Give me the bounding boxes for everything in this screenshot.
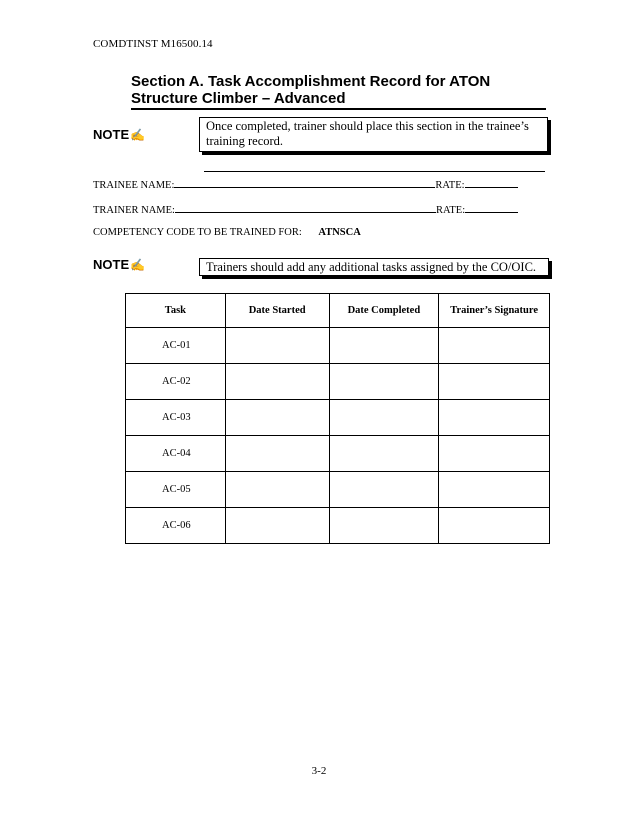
- table-row: [126, 328, 550, 364]
- table-row: [126, 508, 550, 544]
- table-row: [126, 364, 550, 400]
- date-started-cell[interactable]: [225, 472, 329, 508]
- date-started-cell[interactable]: [225, 436, 329, 472]
- table-row: [126, 400, 550, 436]
- table-header-row: [126, 294, 550, 328]
- note-label: [93, 257, 145, 272]
- trainer-signature-cell[interactable]: [439, 400, 550, 436]
- trainee-rate-blank[interactable]: [465, 178, 518, 188]
- column-header-date-started: Date Started: [225, 294, 329, 328]
- task-accomplishment-table: [125, 293, 550, 544]
- trainer-name-field: [93, 203, 518, 216]
- task-id-cell: AC-01: [126, 328, 226, 364]
- trainer-name-label: TRAINER NAME:: [93, 205, 175, 216]
- trainer-name-blank[interactable]: [175, 203, 436, 213]
- date-started-cell[interactable]: [225, 328, 329, 364]
- trainer-signature-cell[interactable]: [439, 508, 550, 544]
- writing-hand-icon: ✍: [130, 127, 146, 142]
- trainer-signature-cell[interactable]: [439, 364, 550, 400]
- trainee-name-blank[interactable]: [174, 178, 435, 188]
- trainer-signature-cell[interactable]: [439, 328, 550, 364]
- section-title-line-2: Structure Climber – Advanced: [131, 90, 346, 107]
- date-completed-cell[interactable]: [329, 508, 439, 544]
- column-header-date-completed: Date Completed: [329, 294, 439, 328]
- note-box-additional-tasks: Trainers should add any additional tasks assigned by the CO/OIC.: [199, 258, 549, 276]
- table-row: [126, 472, 550, 508]
- section-title-line-1: Section A. Task Accomplishment Record for ATON: [131, 73, 491, 90]
- task-id-cell: AC-04: [126, 436, 226, 472]
- trainee-name-label: TRAINEE NAME:: [93, 180, 175, 191]
- document-code: COMDTINST M16500.14: [93, 38, 213, 50]
- competency-code-line: [93, 227, 361, 238]
- task-id-cell: AC-05: [126, 472, 226, 508]
- date-started-cell[interactable]: [225, 400, 329, 436]
- separator-line: [204, 171, 545, 172]
- note-label-text: NOTE: [93, 127, 130, 142]
- trainee-rate-label: RATE:: [435, 180, 465, 191]
- date-completed-cell[interactable]: [329, 400, 439, 436]
- trainer-signature-cell[interactable]: [439, 436, 550, 472]
- date-completed-cell[interactable]: [329, 472, 439, 508]
- note-box-training-record: Once completed, trainer should place this section in the trainee’s training record.: [199, 117, 548, 152]
- column-header-trainer-signature: Trainer’s Signature: [439, 294, 550, 328]
- date-completed-cell[interactable]: [329, 328, 439, 364]
- section-title: [131, 73, 545, 107]
- writing-hand-icon: ✍: [130, 257, 146, 272]
- page-number: 3-2: [311, 765, 327, 777]
- date-started-cell[interactable]: [225, 364, 329, 400]
- date-started-cell[interactable]: [225, 508, 329, 544]
- date-completed-cell[interactable]: [329, 364, 439, 400]
- table-row: [126, 436, 550, 472]
- trainer-signature-cell[interactable]: [439, 472, 550, 508]
- note-label: [93, 127, 145, 142]
- task-id-cell: AC-03: [126, 400, 226, 436]
- task-id-cell: AC-06: [126, 508, 226, 544]
- task-id-cell: AC-02: [126, 364, 226, 400]
- note-label-text: NOTE: [93, 257, 130, 272]
- trainee-name-field: [93, 178, 518, 191]
- competency-code-label: COMPETENCY CODE TO BE TRAINED FOR:: [93, 227, 302, 238]
- date-completed-cell[interactable]: [329, 436, 439, 472]
- title-divider: [131, 108, 546, 110]
- trainer-rate-label: RATE:: [435, 205, 466, 216]
- competency-code-value: ATNSCA: [318, 227, 361, 238]
- column-header-task: Task: [126, 294, 226, 328]
- trainer-rate-blank[interactable]: [465, 203, 518, 213]
